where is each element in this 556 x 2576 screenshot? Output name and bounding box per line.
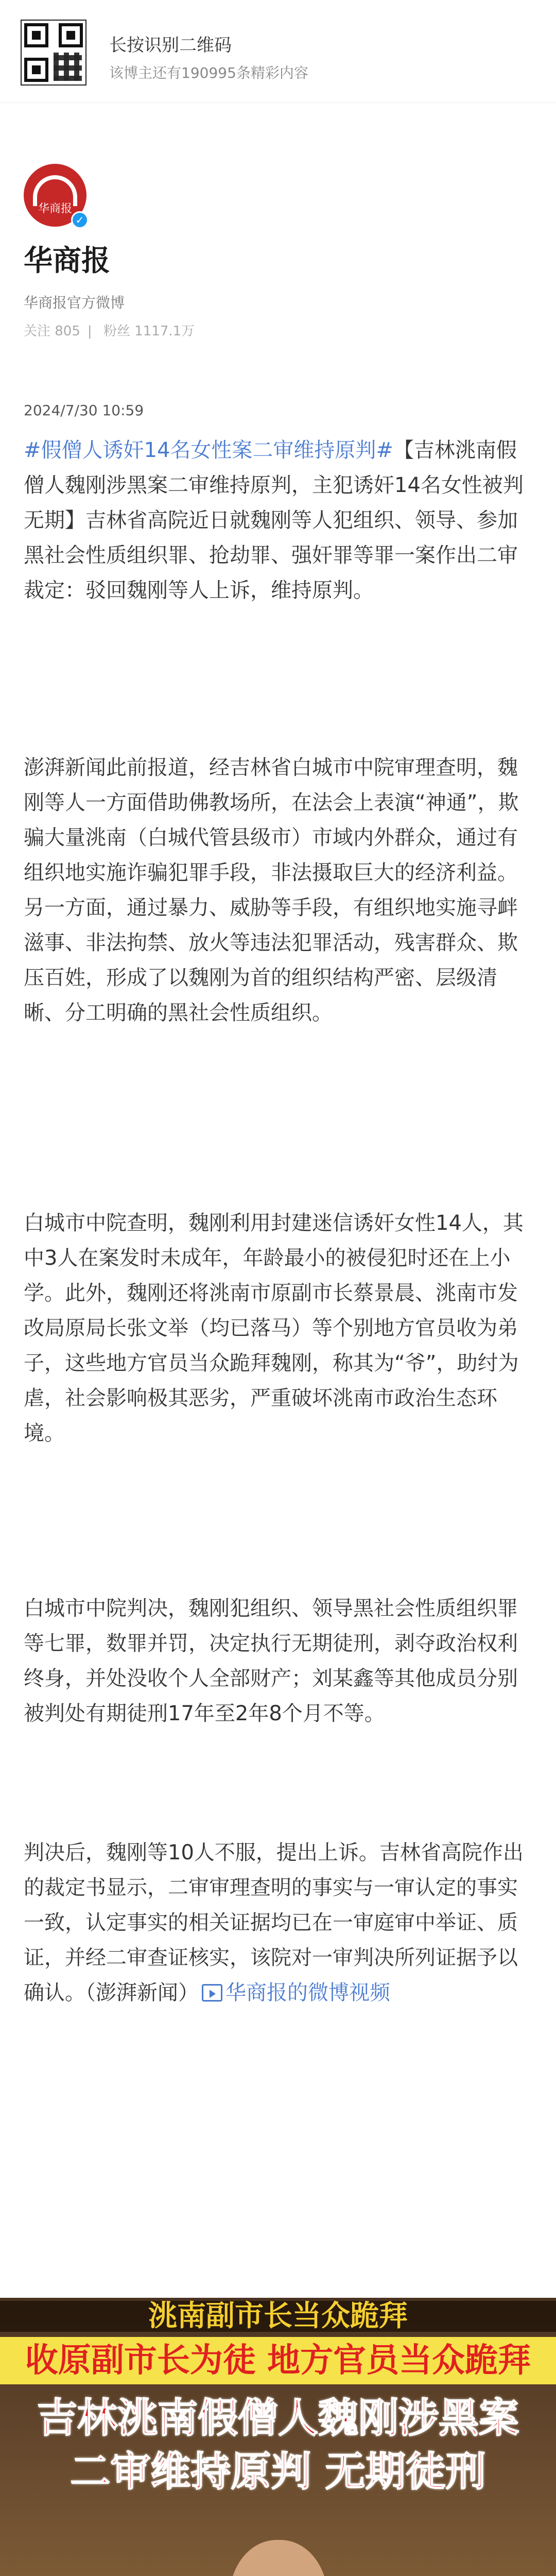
paragraph-1-text: 【吉林洮南假僧人魏刚涉黑案二审维持原判，主犯诱奸14名女性被判无期】吉林省高院近日就魏刚等人犯组织、领导、参加黑社会性质组织罪、抢劫罪、强奸罪等罪一案作出二审裁定：驳回魏刚等人上诉，维持原判。 xyxy=(24,438,524,602)
post-paragraph-1 xyxy=(24,433,533,608)
paragraph-5-text: 判决后，魏刚等10人不服，提出上诉。吉林省高院作出的裁定书显示，二审审理查明的事实与一审认定的事实一致，认定事实的相关证据均已在一审庭审中举证、质证，并经二审查证核实，该院对一审判决所列证据予以确认。（澎湃新闻） xyxy=(24,1841,524,2005)
qr-banner[interactable] xyxy=(0,0,556,103)
qr-code-icon[interactable] xyxy=(21,20,86,86)
avatar-logo-text: 华商报 xyxy=(38,202,72,215)
follow-count: 关注 805 xyxy=(24,324,80,339)
account-stats: 关注 805 | 粉丝 1117.1万 xyxy=(24,324,195,339)
post-paragraph-2: 澎湃新闻此前报道，经吉林省白城市中院审理查明，魏刚等人一方面借助佛教场所，在法会上表演“神通”，欺骗大量洮南（白城代管县级市）市域内外群众，通过有组织地实施诈骗犯罪手段，非法摄取巨大的经济利益。另一方面，通过暴力、威胁等手段，有组织地实施寻衅滋事、非法拘禁、放火等违法犯罪活动，残害群众、欺压百姓，形成了以魏刚为首的组织结构严密、层级清晰、分工明确的黑社会性质组织。 xyxy=(24,756,519,1025)
video-link[interactable]: 华商报的微博视频 xyxy=(225,1981,390,2005)
fans-count: 粉丝 1117.1万 xyxy=(103,324,195,339)
account-name[interactable]: 华商报 xyxy=(24,244,110,278)
video-caption-3: 吉林洮南假僧人魏刚涉黑案 xyxy=(37,2395,519,2442)
hashtag-link[interactable]: #假僧人诱奸14名女性案二审维持原判# xyxy=(24,438,393,462)
video-player[interactable] xyxy=(0,2298,556,2576)
video-caption-1: 洮南副市长当众跪拜 xyxy=(0,2301,556,2332)
banner-title: 长按识别二维码 xyxy=(109,35,232,56)
post-date: 2024/7/30 10:59 xyxy=(24,402,144,419)
verified-badge-icon: ✓ xyxy=(71,211,89,229)
banner-subtitle: 该博主还有190995条精彩内容 xyxy=(109,64,308,81)
account-description: 华商报官方微博 xyxy=(24,294,125,311)
post-paragraph-5 xyxy=(24,1835,533,2010)
post-paragraph-3: 白城市中院查明，魏刚利用封建迷信诱奸女性14人，其中3人在案发时未成年，年龄最小的被侵犯时还在上小学。此外，魏刚还将洮南市原副市长蔡景晨、洮南市发改局原局长张文举（均已落马）等个别地方官员收为弟子，这些地方官员当众跪拜魏刚，称其为“爷”，助纣为虐，社会影响极其恶劣，严重破坏洮南市政治生态环境。 xyxy=(24,1211,524,1445)
video-caption-4: 二审维持原判 无期徒刑 xyxy=(70,2449,486,2495)
post-paragraph-4: 白城市中院判决，魏刚犯组织、领导黑社会性质组织罪等七罪，数罪并罚，决定执行无期徒刑，剥夺政治权利终身，并处没收个人全部财产；刘某鑫等其他成员分别被判处有期徒刑17年至2年8个月不等。 xyxy=(24,1597,518,1725)
video-caption-2: 收原副市长为徒 地方官员当众跪拜 xyxy=(0,2337,556,2384)
video-link-icon xyxy=(202,1984,222,2002)
